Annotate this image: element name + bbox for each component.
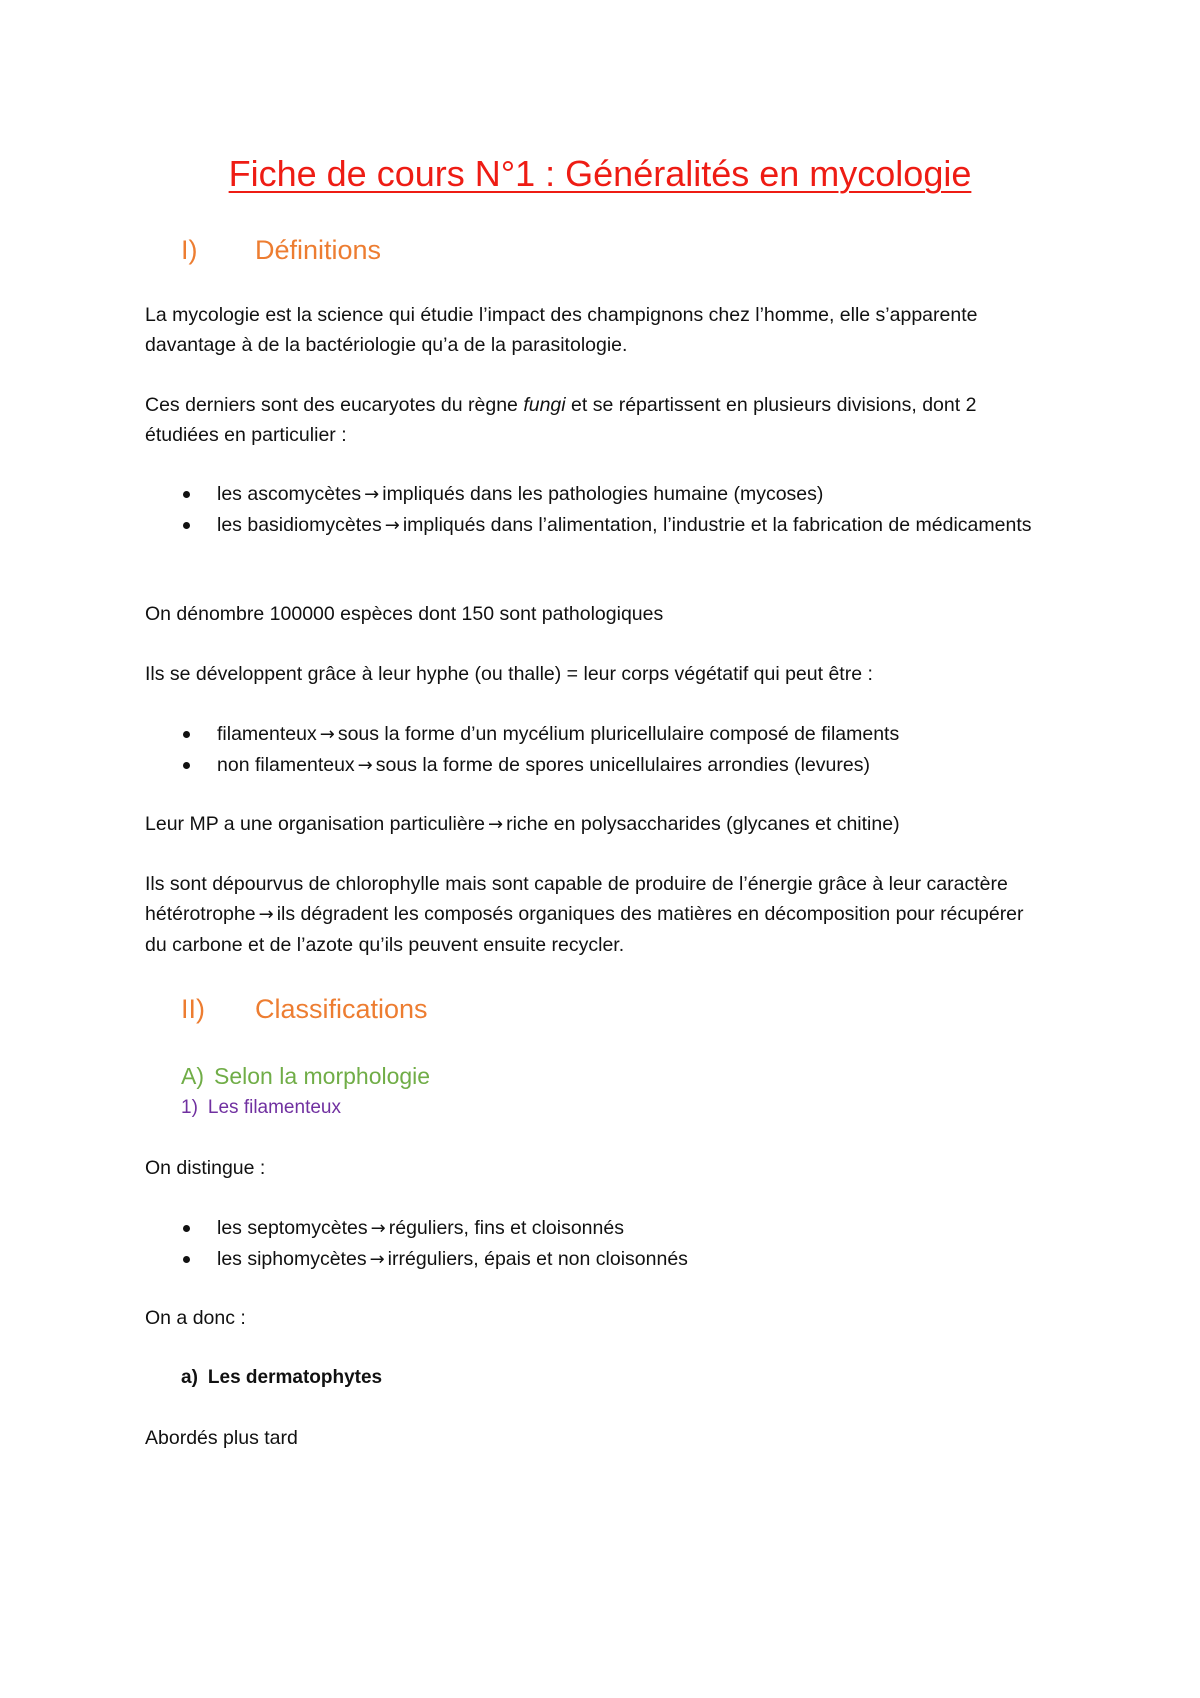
subsection-heading-dermatophytes bbox=[181, 1364, 382, 1392]
list-item-term: les septomycètes bbox=[217, 1217, 368, 1239]
text-segment: ils dégradent les composés organiques des matières en décomposition pour récupérer du carbone et de l’azote qu’ils peuvent ensuite recycler. bbox=[145, 903, 1024, 956]
paragraph-membrane bbox=[145, 809, 1045, 840]
right-arrow-icon: → bbox=[384, 515, 400, 536]
list-item-desc: sous la forme d’un mycélium pluricellulaire composé de filaments bbox=[337, 723, 900, 745]
right-arrow-icon: → bbox=[319, 724, 335, 745]
list-item-term: non filamenteux bbox=[217, 754, 355, 776]
list-item-term: les basidiomycètes bbox=[217, 514, 382, 536]
italic-term: fungi bbox=[523, 394, 566, 416]
list-item-desc: impliqués dans l’alimentation, l’industrie et la fabrication de médicaments bbox=[402, 514, 1032, 536]
text-segment: Ces derniers sont des eucaryotes du règne bbox=[145, 394, 524, 416]
bullet-icon bbox=[183, 1225, 190, 1232]
text-segment: riche en polysaccharides (glycanes et chitine) bbox=[506, 813, 900, 835]
subsection-heading-morphology bbox=[181, 1060, 430, 1092]
list-item bbox=[145, 1213, 1045, 1244]
bullet-icon bbox=[183, 522, 190, 529]
subsection-number: 1) bbox=[181, 1097, 198, 1118]
types-list bbox=[145, 1213, 1045, 1275]
divisions-list bbox=[145, 479, 1045, 541]
subsection-title: Les filamenteux bbox=[207, 1097, 341, 1118]
subsection-title: Selon la morphologie bbox=[214, 1063, 431, 1089]
paragraph-eukaryotes bbox=[145, 390, 1045, 450]
right-arrow-icon: → bbox=[364, 484, 380, 505]
paragraph-heterotroph bbox=[145, 869, 1045, 960]
subsection-number: a) bbox=[181, 1367, 198, 1388]
subsection-title: Les dermatophytes bbox=[207, 1367, 383, 1388]
list-item bbox=[145, 1244, 1045, 1275]
paragraph-mycology-definition: La mycologie est la science qui étudie l’impact des champignons chez l’homme, elle s’apparente davantage à de la bactériologie qu’a de la parasitologie. bbox=[145, 304, 978, 356]
document-title: Fiche de cours N°1 : Généralités en mycologie bbox=[228, 153, 972, 194]
text-segment: Ils sont dépourvus de chlorophylle mais sont capable de produire de l’énergie grâce à leur caractère hétérotrophe bbox=[145, 873, 1008, 925]
section-title: Définitions bbox=[255, 235, 382, 265]
list-item-desc: réguliers, fins et cloisonnés bbox=[388, 1217, 624, 1239]
text-segment: Leur MP a une organisation particulière bbox=[145, 813, 486, 835]
list-item-desc: sous la forme de spores unicellulaires arrondies (levures) bbox=[375, 754, 870, 776]
right-arrow-icon: → bbox=[369, 1249, 385, 1270]
paragraph-species-count: On dénombre 100000 espèces dont 150 sont pathologiques bbox=[145, 603, 664, 625]
right-arrow-icon: → bbox=[357, 755, 373, 776]
section-title: Classifications bbox=[255, 994, 428, 1024]
section-number: I) bbox=[181, 235, 198, 265]
section-number: II) bbox=[181, 994, 205, 1024]
bullet-icon bbox=[183, 762, 190, 769]
list-item-desc: irréguliers, épais et non cloisonnés bbox=[387, 1248, 688, 1270]
paragraph-abordes-plus-tard: Abordés plus tard bbox=[145, 1427, 298, 1449]
paragraph-on-distingue: On distingue : bbox=[145, 1157, 266, 1179]
list-item bbox=[145, 510, 1045, 541]
paragraph-hyphe: Ils se développent grâce à leur hyphe (ou thalle) = leur corps végétatif qui peut être : bbox=[145, 663, 873, 685]
right-arrow-icon: → bbox=[488, 814, 504, 835]
list-item bbox=[145, 750, 1045, 781]
section-heading-definitions bbox=[181, 232, 381, 268]
right-arrow-icon: → bbox=[258, 904, 274, 925]
subsection-heading-filamenteux bbox=[181, 1094, 341, 1122]
text-segment: et se répartissent en plusieurs divisions, dont 2 étudiées en particulier : bbox=[145, 394, 977, 446]
list-item-term: les siphomycètes bbox=[217, 1248, 367, 1270]
bullet-icon bbox=[183, 491, 190, 498]
list-item-desc: impliqués dans les pathologies humaine (mycoses) bbox=[382, 483, 824, 505]
right-arrow-icon: → bbox=[370, 1218, 386, 1239]
bullet-icon bbox=[183, 1256, 190, 1263]
list-item-term: les ascomycètes bbox=[217, 483, 362, 505]
list-item-term: filamenteux bbox=[217, 723, 317, 745]
forms-list bbox=[145, 719, 1045, 781]
list-item bbox=[145, 479, 1045, 510]
paragraph-on-a-donc: On a donc : bbox=[145, 1307, 246, 1329]
section-heading-classifications bbox=[181, 991, 428, 1027]
bullet-icon bbox=[183, 731, 190, 738]
list-item bbox=[145, 719, 1045, 750]
subsection-number: A) bbox=[181, 1063, 204, 1089]
